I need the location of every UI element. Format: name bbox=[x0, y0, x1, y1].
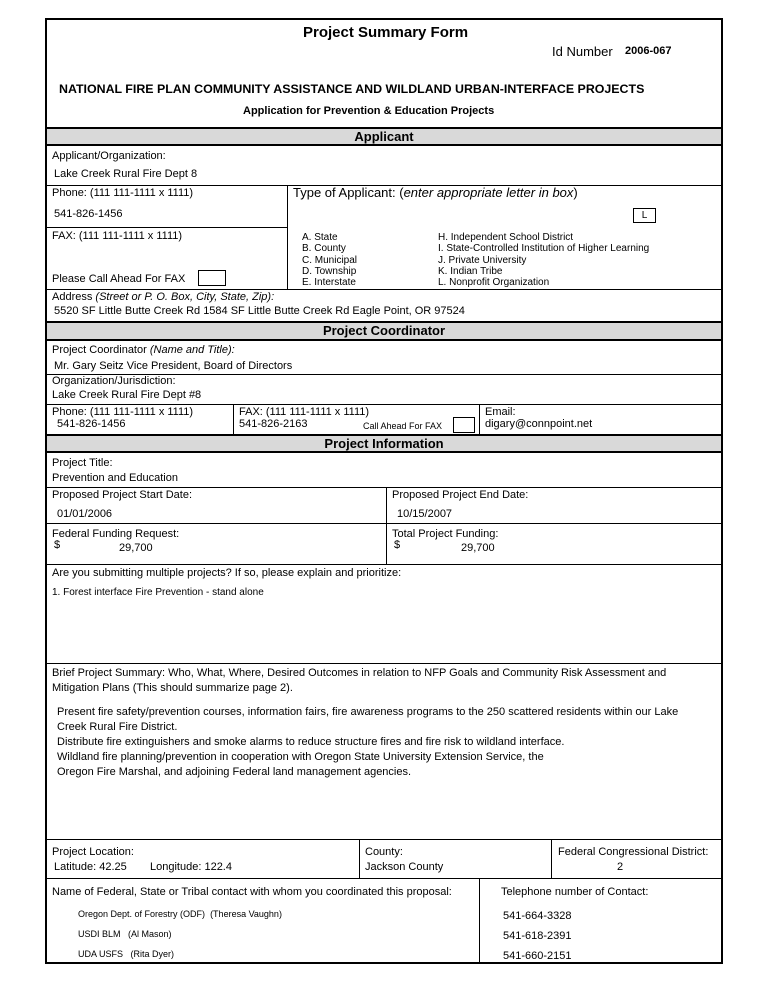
applicant-phone-value: 541-826-1456 bbox=[54, 208, 123, 220]
contact-person: (Theresa Vaughn) bbox=[210, 909, 282, 919]
latitude: Latitude: 42.25 bbox=[54, 861, 127, 873]
contact-phone: 541-618-2391 bbox=[503, 930, 572, 942]
project-section-header bbox=[47, 434, 721, 453]
applicant-phone-label: Phone: (111 111-1111 x 1111) bbox=[52, 187, 194, 199]
longitude: Longitude: 122.4 bbox=[150, 861, 232, 873]
type-option: C. Municipal bbox=[302, 254, 358, 266]
applicant-fax-label: FAX: (111 111-1111 x 1111) bbox=[52, 230, 183, 242]
congressional-district-value: 2 bbox=[617, 861, 624, 873]
summary-label-line-2: Mitigation Plans (This should summarize page 2). bbox=[52, 682, 293, 694]
applicant-type-label: Type of Applicant: (enter appropriate letter in box) bbox=[293, 185, 578, 200]
multiple-projects-value: 1. Forest interface Fire Prevention - stand alone bbox=[52, 587, 264, 598]
coordinator-call-ahead-label: Call Ahead For FAX bbox=[363, 421, 443, 431]
contact-row bbox=[78, 909, 282, 919]
end-date-label: Proposed Project End Date: bbox=[392, 489, 529, 501]
coordinator-section-title: Project Coordinator bbox=[322, 323, 446, 338]
applicant-type-value: L bbox=[641, 210, 648, 221]
applicant-org-value: Lake Creek Rural Fire Dept 8 bbox=[54, 168, 198, 180]
project-section-title: Project Information bbox=[324, 436, 444, 451]
coordinator-fax-value: 541-826-2163 bbox=[239, 418, 308, 430]
start-date-label: Proposed Project Start Date: bbox=[52, 489, 193, 501]
type-option: D. Township bbox=[302, 265, 357, 277]
contact-agency: UDA USFS bbox=[78, 949, 124, 959]
coordinator-phone-label: Phone: (111 111-1111 x 1111) bbox=[52, 406, 194, 418]
applicant-org-label: Applicant/Organization: bbox=[52, 150, 166, 162]
applicant-type-list-left bbox=[302, 232, 357, 288]
coordinator-fax-label: FAX: (111 111-1111 x 1111) bbox=[239, 406, 370, 418]
type-option: E. Interstate bbox=[302, 277, 356, 289]
end-date-value: 10/15/2007 bbox=[397, 508, 453, 520]
contact-agency: Oregon Dept. of Forestry (ODF) bbox=[78, 909, 206, 919]
type-option: B. County bbox=[302, 243, 346, 255]
contact-phone: 541-660-2151 bbox=[503, 950, 572, 962]
start-date-value: 01/01/2006 bbox=[57, 508, 113, 520]
contact-phone-label: Telephone number of Contact: bbox=[501, 886, 649, 898]
applicant-section-title: Applicant bbox=[354, 129, 414, 144]
applicant-type-list-right bbox=[438, 232, 649, 288]
type-option: H. Independent School District bbox=[438, 232, 574, 243]
form-title: Project Summary Form bbox=[303, 24, 469, 41]
summary-line: Creek Rural Fire District. bbox=[57, 721, 178, 733]
type-option: L. Nonprofit Organization bbox=[438, 277, 550, 289]
applicant-call-ahead-label: Please Call Ahead For FAX bbox=[52, 273, 186, 285]
id-number-value: 2006-067 bbox=[625, 45, 672, 57]
applicant-section-header bbox=[47, 127, 721, 146]
type-option: J. Private University bbox=[438, 254, 527, 266]
multiple-projects-label: Are you submitting multiple projects? If so, please explain and prioritize: bbox=[52, 567, 402, 579]
contact-agency: USDI BLM bbox=[78, 929, 121, 939]
coordinator-org-label: Organization/Jurisdiction: bbox=[52, 375, 176, 387]
project-title-label: Project Title: bbox=[52, 457, 113, 469]
coordinator-call-ahead-checkbox[interactable] bbox=[453, 417, 475, 433]
total-funding-value: 29,700 bbox=[461, 542, 495, 554]
applicant-address-label: Address (Street or P. O. Box, City, State, Zip): bbox=[52, 291, 275, 303]
summary-line: Present fire safety/prevention courses, information fairs, fire awareness programs to the 250 scattered residents within our Lake bbox=[57, 706, 679, 718]
federal-funding-currency: $ bbox=[54, 539, 61, 551]
federal-funding-value: 29,700 bbox=[119, 542, 153, 554]
total-funding-currency: $ bbox=[394, 539, 401, 551]
county-value: Jackson County bbox=[365, 861, 444, 873]
contact-row bbox=[78, 929, 172, 939]
project-summary-form bbox=[45, 18, 723, 964]
contact-row bbox=[78, 949, 174, 959]
contact-person: (Rita Dyer) bbox=[130, 949, 175, 959]
coordinator-section-header bbox=[47, 321, 721, 341]
coordinator-name-value: Mr. Gary Seitz Vice President, Board of Directors bbox=[54, 360, 293, 372]
coordinator-org-value: Lake Creek Rural Fire Dept #8 bbox=[52, 389, 202, 401]
coordinator-email-value: digary@connpoint.net bbox=[485, 418, 593, 430]
total-funding-label: Total Project Funding: bbox=[392, 528, 499, 540]
coordinator-name-label: Project Coordinator (Name and Title): bbox=[52, 344, 235, 356]
congressional-district-label: Federal Congressional District: bbox=[558, 846, 709, 858]
applicant-call-ahead-checkbox[interactable] bbox=[198, 270, 226, 286]
applicant-type-box[interactable] bbox=[633, 208, 656, 223]
program-title: NATIONAL FIRE PLAN COMMUNITY ASSISTANCE AND WILDLAND URBAN-INTERFACE PROJECTS bbox=[59, 82, 645, 96]
project-location-label: Project Location: bbox=[52, 846, 134, 858]
project-title-value: Prevention and Education bbox=[52, 472, 178, 484]
contact-person: (Al Mason) bbox=[128, 929, 172, 939]
contact-label: Name of Federal, State or Tribal contact with whom you coordinated this proposal: bbox=[52, 886, 452, 898]
summary-line: Wildland fire planning/prevention in cooperation with Oregon State University Extension Service, the bbox=[57, 751, 544, 763]
summary-line: Distribute fire extinguishers and smoke alarms to reduce structure fires and fire risk to wildland interface. bbox=[57, 736, 565, 748]
applicant-address-value: 5520 SF Little Butte Creek Rd 1584 SF Little Butte Creek Rd Eagle Point, OR 97524 bbox=[54, 305, 465, 317]
county-label: County: bbox=[365, 846, 403, 858]
summary-label-line-1: Brief Project Summary: Who, What, Where, Desired Outcomes in relation to NFP Goals and Community Risk Assessment and bbox=[52, 667, 667, 679]
type-option: A. State bbox=[302, 232, 338, 243]
project-summary-text bbox=[57, 705, 678, 780]
id-number-label: Id Number bbox=[552, 44, 613, 59]
contact-phone: 541-664-3328 bbox=[503, 910, 572, 922]
federal-funding-label: Federal Funding Request: bbox=[52, 528, 180, 540]
type-option: K. Indian Tribe bbox=[438, 265, 503, 277]
application-type: Application for Prevention & Education Projects bbox=[243, 105, 495, 117]
coordinator-phone-value: 541-826-1456 bbox=[57, 418, 126, 430]
coordinator-email-label: Email: bbox=[485, 406, 516, 418]
summary-line: Oregon Fire Marshal, and adjoining Federal land management agencies. bbox=[57, 766, 412, 778]
type-option: I. State-Controlled Institution of Higher Learning bbox=[438, 243, 650, 255]
